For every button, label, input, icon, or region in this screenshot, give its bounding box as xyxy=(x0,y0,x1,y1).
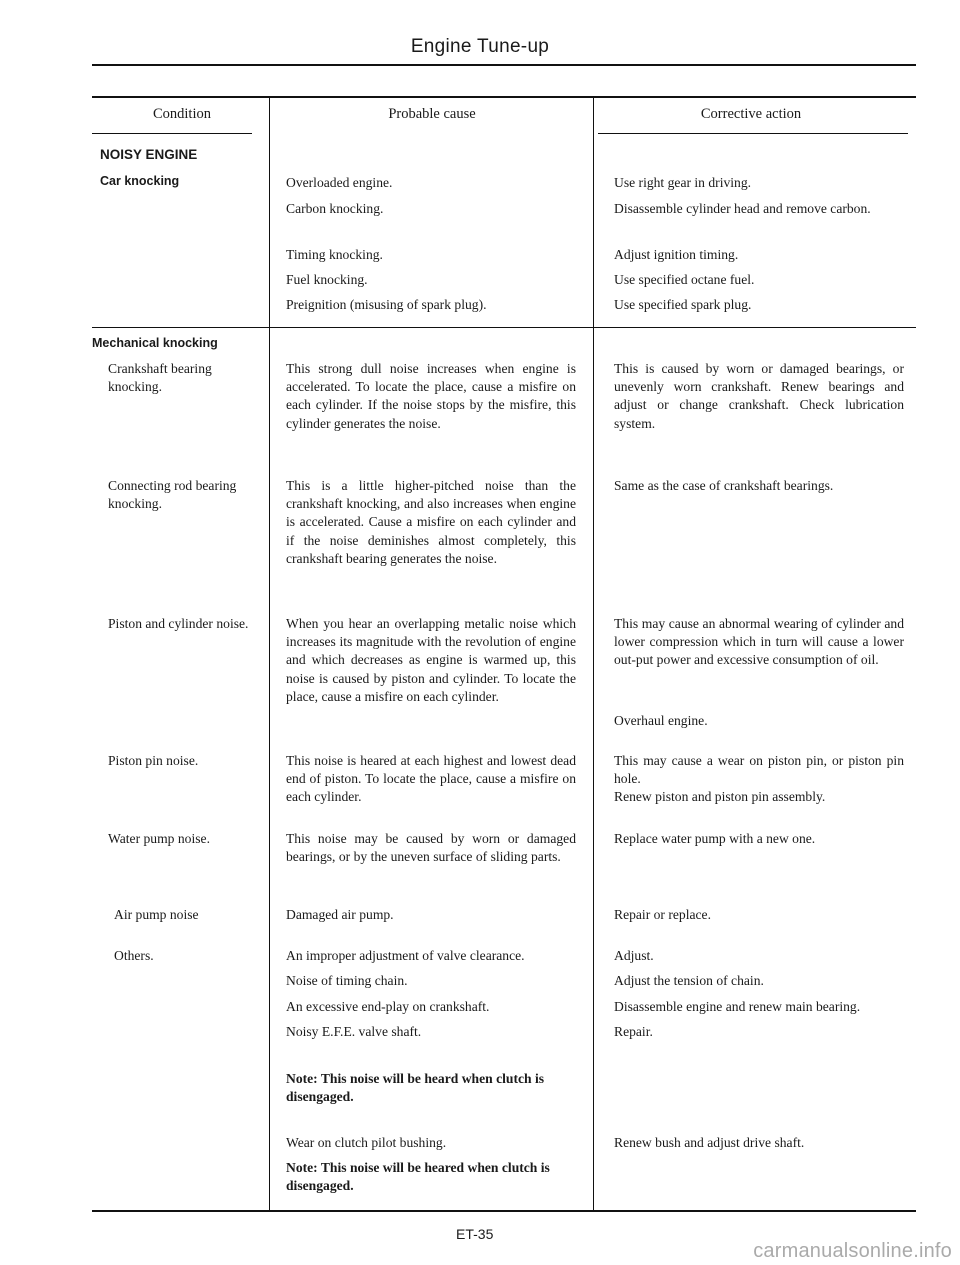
action-piston-pin-2: Renew piston and piston pin assembly. xyxy=(614,789,826,804)
condition-piston-pin: Piston pin noise. xyxy=(108,753,199,768)
cause-clutch-pilot: Wear on clutch pilot bushing. xyxy=(286,1135,447,1150)
header-condition: Condition xyxy=(152,106,211,122)
action-air-pump: Repair or replace. xyxy=(614,907,711,922)
condition-others: Others. xyxy=(114,948,154,963)
others-action-3: Disassemble engine and renew main bearing. xyxy=(614,999,861,1014)
top-rule xyxy=(92,64,916,66)
action-piston-cylinder: This may cause an abnormal wearing of cylinder and lower compression which in turn will cause a lower out-put power and excessive consumption of oil. xyxy=(614,616,904,668)
car-knocking-cause-4: Fuel knocking. xyxy=(286,272,368,287)
cause-piston-pin: This noise is heared at each highest and lowest dead end of piston. To locate the place, cause a misfire on each cylinder. xyxy=(286,753,576,805)
others-action-2: Adjust the tension of chain. xyxy=(614,973,764,988)
condition-crankshaft: Crankshaft bearing knocking. xyxy=(108,361,212,395)
car-knocking-cause-2: Carbon knocking. xyxy=(286,201,384,216)
table-bottom-rule xyxy=(92,1210,916,1212)
others-action-1: Adjust. xyxy=(614,948,654,963)
note-clutch-2 xyxy=(286,1159,576,1195)
car-knocking-rule xyxy=(92,327,916,328)
action-piston-cylinder-2: Overhaul engine. xyxy=(614,713,708,728)
column-divider-2 xyxy=(593,98,594,1210)
action-piston-pin: This may cause a wear on piston pin, or piston pin hole. xyxy=(614,753,904,787)
mechanical-knocking-title: Mechanical knocking xyxy=(92,336,218,350)
car-knocking-cause-1: Overloaded engine. xyxy=(286,175,393,190)
car-knocking-cause-5: Preignition (misusing of spark plug). xyxy=(286,297,487,312)
car-knocking-action-4: Use specified octane fuel. xyxy=(614,272,755,287)
car-knocking-title: Car knocking xyxy=(100,174,180,188)
watermark: carmanualsonline.info xyxy=(753,1240,952,1262)
others-cause-2: Noise of timing chain. xyxy=(286,973,408,988)
action-clutch-pilot: Renew bush and adjust drive shaft. xyxy=(614,1135,805,1150)
car-knocking-action-2: Disassemble cylinder head and remove carbon. xyxy=(614,201,871,216)
header-rule-left xyxy=(92,133,252,134)
action-water-pump: Replace water pump with a new one. xyxy=(614,831,816,846)
note-clutch-1-text: Note: This noise will be heard when clutch is disengaged. xyxy=(286,1071,545,1105)
car-knocking-action-3: Adjust ignition timing. xyxy=(614,247,739,262)
section-noisy-engine: NOISY ENGINE xyxy=(100,147,198,162)
condition-piston-cylinder: Piston and cylinder noise. xyxy=(108,616,249,631)
page-number: ET-35 xyxy=(456,1226,494,1242)
cause-water-pump: This noise may be caused by worn or damaged bearings, or by the uneven surface of sliding parts. xyxy=(286,831,576,865)
condition-connecting-rod: Connecting rod bearing knocking. xyxy=(108,478,237,512)
others-cause-3: An excessive end-play on crankshaft. xyxy=(286,999,490,1014)
condition-air-pump: Air pump noise xyxy=(114,907,199,922)
action-connecting-rod: Same as the case of crankshaft bearings. xyxy=(614,478,834,493)
note-clutch-1 xyxy=(286,1070,576,1106)
others-cause-4: Noisy E.F.E. valve shaft. xyxy=(286,1024,422,1039)
header-corrective-action: Corrective action xyxy=(700,106,802,122)
car-knocking-action-1: Use right gear in driving. xyxy=(614,175,752,190)
table-top-rule xyxy=(92,96,916,98)
header-rule-right xyxy=(598,133,908,134)
note-clutch-2-text: Note: This noise will be heared when clutch is disengaged. xyxy=(286,1160,550,1194)
cause-connecting-rod: This is a little higher-pitched noise than the crankshaft knocking, and also increases when engine is accelerated. Cause a misfire on each cylinder and if the noise deminishes almost completely, this crankshaft bearing generates the noise. xyxy=(286,478,576,566)
others-cause-1: An improper adjustment of valve clearance. xyxy=(286,948,525,963)
header-probable-cause: Probable cause xyxy=(388,106,476,122)
others-action-4: Repair. xyxy=(614,1024,653,1039)
cause-crankshaft: This strong dull noise increases when engine is accelerated. To locate the place, cause a misfire on each cylinder. If the noise stops by the misfire, this cylinder generates the noise. xyxy=(286,361,576,431)
car-knocking-cause-3: Timing knocking. xyxy=(286,247,383,262)
cause-piston-cylinder: When you hear an overlapping metalic noise which increases its magnitude with the revolution of engine and which decreases as engine is warmed up, this noise is caused by piston and cylinder. To locate the place, cause a misfire on each cylinder. xyxy=(286,616,576,704)
cause-air-pump: Damaged air pump. xyxy=(286,907,394,922)
action-crankshaft: This is caused by worn or damaged bearings, or unevenly worn crankshaft. Renew bearings and adjust or change crankshaft. Check lubrication system. xyxy=(614,361,904,431)
condition-water-pump: Water pump noise. xyxy=(108,831,210,846)
car-knocking-action-5: Use specified spark plug. xyxy=(614,297,752,312)
page-title: Engine Tune-up xyxy=(410,36,550,57)
column-divider-1 xyxy=(269,98,270,1210)
